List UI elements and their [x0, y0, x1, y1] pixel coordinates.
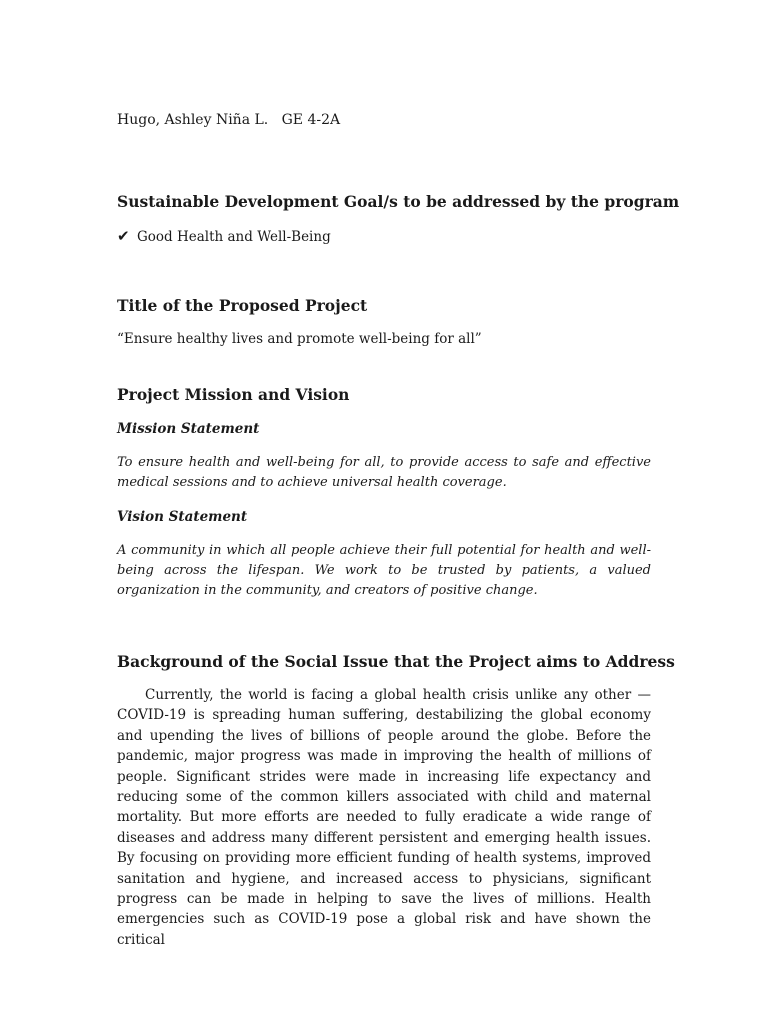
check-icon: ✔ — [117, 227, 130, 245]
vision-text: A community in which all people achieve their full potential for health and well-being across the lifespan. We work to be trusted by patients, a valued organization in the community, and creators of positive change. — [117, 543, 651, 598]
sdg-heading: Sustainable Development Goal/s to be addressed by the program — [117, 192, 680, 211]
background-text: Currently, the world is facing a global health crisis unlike any other — COVID-19 is spreading human suffering, destabilizing the global economy and upending the lives of billions of people around the globe. Before the pandemic, major progress was made in improving the health of millions of people. Significant strides were made in increasing life expectancy and reducing some of the common killers associated with child and maternal mortality. But more efforts are needed to fully eradicate a wide range of diseases and address many different persistent and emerging health issues. By focusing on providing more efficient funding of health systems, improved sanitation and hygiene, and increased access to physicians, significant progress can be made in helping to save the lives of millions. Health emergencies such as COVID-19 pose a global risk and have shown the critical — [117, 687, 651, 948]
mission-text: To ensure health and well-being for all, to provide access to safe and effective medical sessions and to achieve universal health coverage. — [117, 455, 651, 490]
sdg-goal-item — [117, 227, 331, 245]
background-heading: Background of the Social Issue that the Project aims to Address — [117, 652, 675, 671]
author-line: Hugo, Ashley Niña L. GE 4-2A — [117, 112, 341, 128]
mission-label: Mission Statement — [117, 421, 260, 437]
sdg-goal-label: Good Health and Well-Being — [137, 229, 331, 245]
project-title: “Ensure healthy lives and promote well-being for all” — [117, 331, 482, 347]
vision-label: Vision Statement — [117, 509, 248, 525]
title-heading: Title of the Proposed Project — [117, 296, 368, 315]
mission-vision-heading: Project Mission and Vision — [117, 385, 350, 404]
